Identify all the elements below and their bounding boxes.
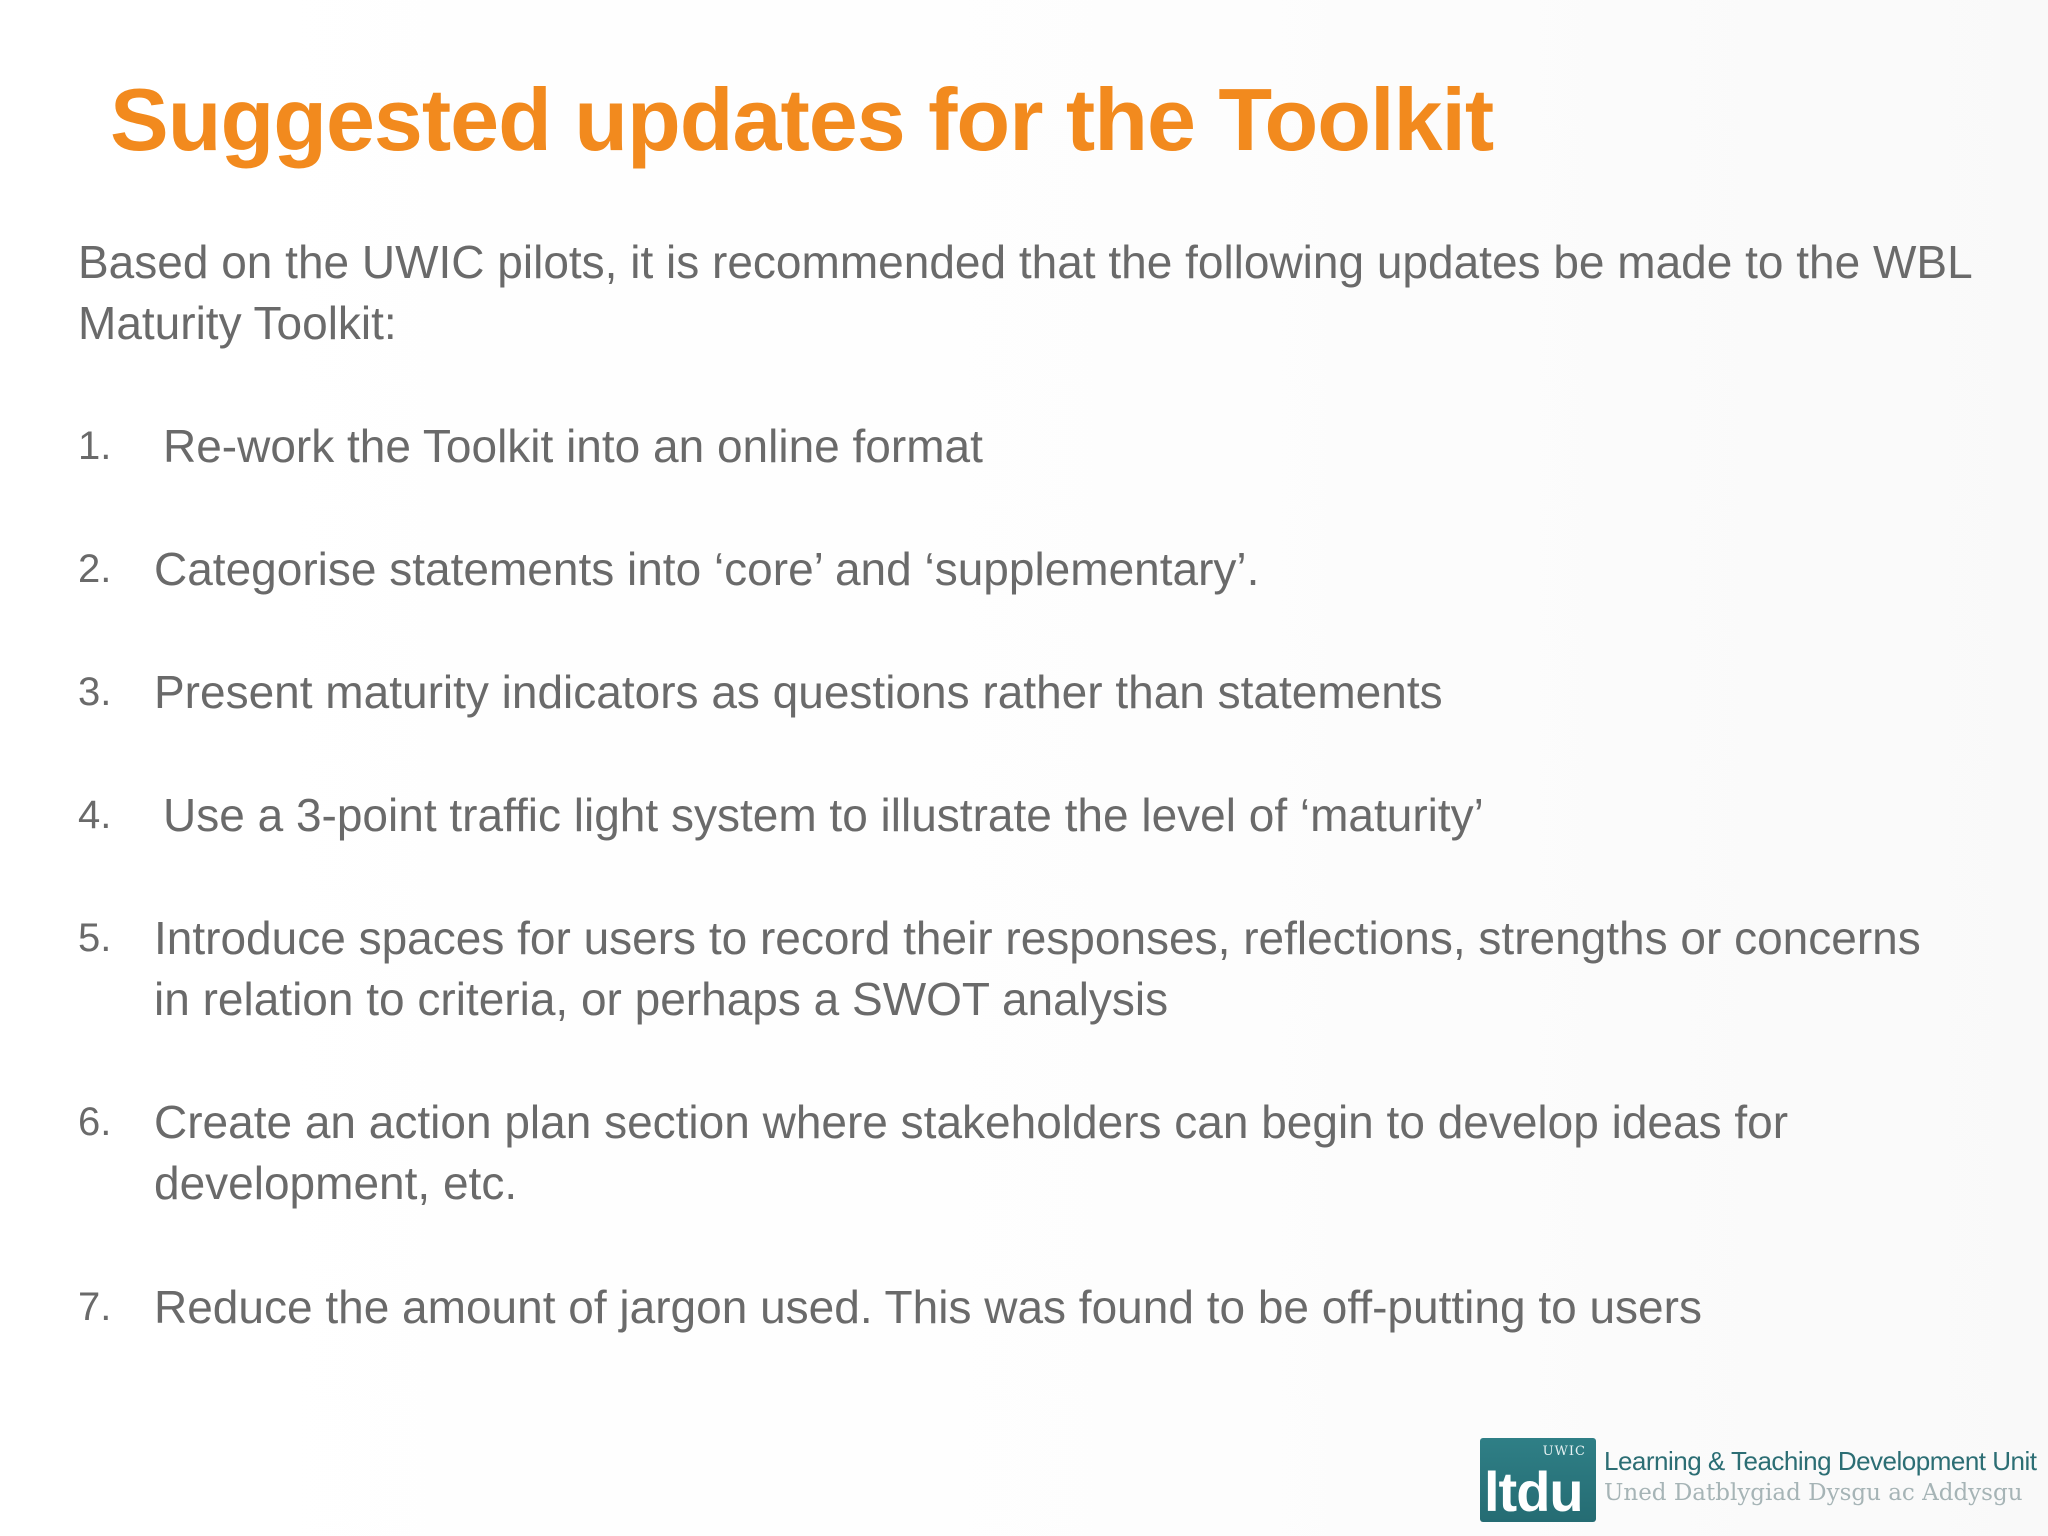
list-item-number: 7. [78,1285,112,1329]
logo-english-name: Learning & Teaching Development Unit [1604,1446,2037,1476]
intro-paragraph: Based on the UWIC pilots, it is recommended that the following updates be made to the WBL Maturity Toolkit: [78,236,1971,349]
logo-small-text: UWIC [1542,1444,1586,1459]
list-item-number: 1. [78,424,112,468]
list-item-text: Introduce spaces for users to record their responses, reflections, strengths or concerns in relation to criteria, or perhaps a SWOT analysis [154,912,1921,1025]
list-item-text: Categorise statements into ‘core’ and ‘supplementary’. [154,543,1260,595]
slide-title: Suggested updates for the Toolkit [110,70,1494,169]
list-item-text: Re-work the Toolkit into an online format [163,420,983,472]
list-item-text: Reduce the amount of jargon used. This was found to be off-putting to users [154,1281,1702,1333]
list-item-text: Create an action plan section where stakeholders can begin to develop ideas for development, etc. [154,1096,1789,1209]
logo-welsh-name: Uned Datblygiad Dysgu ac Addysgu [1604,1480,2023,1506]
list-item-text: Use a 3-point traffic light system to illustrate the level of ‘maturity’ [163,789,1484,841]
logo-mark-text: ltdu [1484,1460,1583,1523]
ltdu-logo [1480,1438,2040,1524]
list-item-number: 5. [78,916,112,960]
list-item-number: 4. [78,793,112,837]
list-item-number: 3. [78,670,112,714]
list-item-number: 6. [78,1100,112,1144]
logo-mark [1480,1438,1596,1522]
list-item-text: Present maturity indicators as questions rather than statements [154,666,1443,718]
list-item-number: 2. [78,547,112,591]
